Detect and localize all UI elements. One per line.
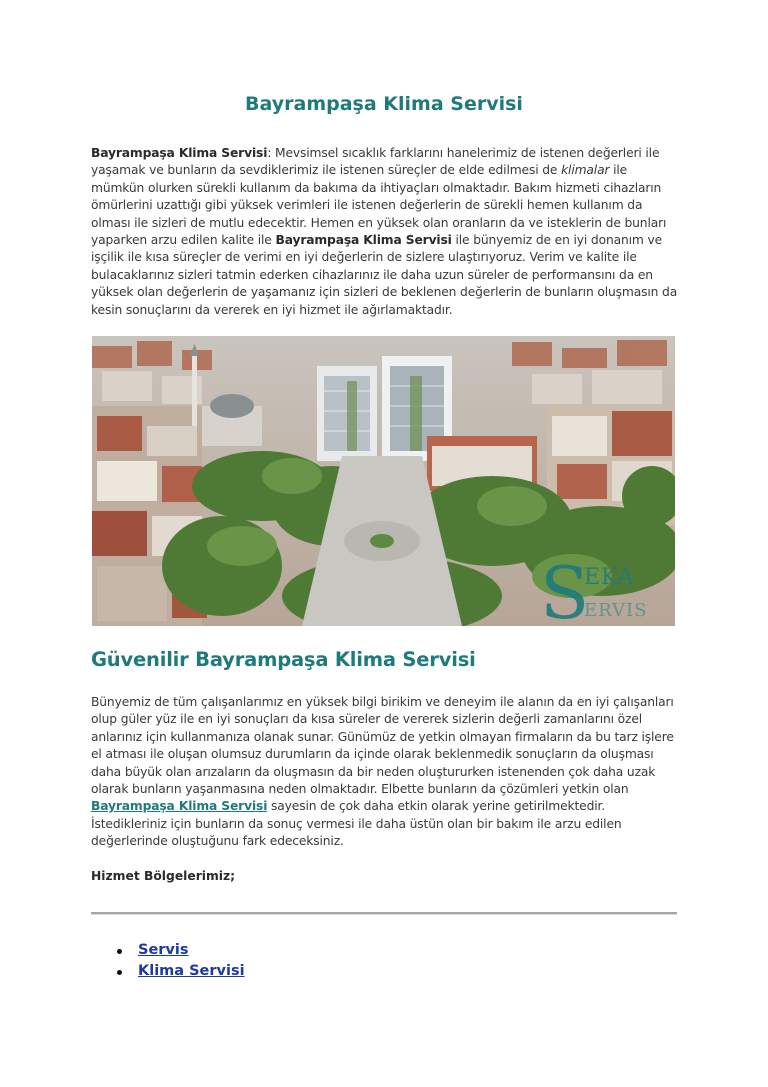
body-text-2: sayesin de çok daha etkin olarak yerine getirilmektedir. İstedikleriniz için bunların da sonuç vermesi ile daha üstün olan bir bakım ile arzu edilen değerlerinde oluştuğunu fark edeceksiniz. — [91, 799, 622, 849]
link-list — [115, 940, 245, 982]
section-heading: Güvenilir Bayrampaşa Klima Servisi — [91, 648, 476, 671]
list-item — [115, 940, 245, 961]
intro-lead-bold: Bayrampaşa Klima Servisi — [91, 146, 268, 160]
intro-bold-2: Bayrampaşa Klima Servisi — [275, 233, 452, 248]
servis-link[interactable]: Servis — [138, 942, 189, 958]
logo-word-2: ERVIS — [584, 600, 648, 621]
logo-word-1: EKA — [584, 565, 635, 590]
aerial-city-photo — [92, 336, 675, 626]
list-item — [115, 961, 245, 982]
intro-text-1: : Mevsimsel sıcaklık farklarını hanelerimiz de istenen değerleri ile yaşamak ve bunların da sevdiklerimiz ile istenen süreçler de elde edilmesi de — [91, 146, 660, 178]
intro-paragraph — [91, 145, 683, 319]
page-title: Bayrampaşa Klima Servisi — [245, 93, 523, 115]
aerial-city-illustration — [92, 336, 675, 626]
regions-label: Hizmet Bölgelerimiz; — [91, 869, 236, 883]
klima-servisi-link[interactable]: Klima Servisi — [138, 963, 245, 979]
intro-text-3: ile bünyemiz de en iyi donanım ve işçilik ile kısa süreçler de verimi en iyi değerlerin de sizlere ulaştırıyoruz. Verim ve kalite ile bulacaklarınız sizleri tatmin ederken cihazlarınız ile daha uzun süreler de performansını da en yüksek olan değerlerin de yaşamanız için sizleri de beklenen değerlerin de bunların oluşmasın da kesin sonuçlarını da vererek en iyi hizmet ile ağırlamaktadır. — [91, 233, 678, 317]
body-text-1: Bünyemiz de tüm çalışanlarımız en yüksek bilgi birikim ve deneyim ile alanın da en iyi çalışanları olup güler yüz ile en iyi sonuçları da kısa süreler de vererek sizlerin değerli zamanlarını özel anlarınız için kullanmanıza olanak sunar. Günümüz de yetkin olmayan firmaların da bu tarz işlere el atması ile oluşan olumsuz durumların da içinde olarak beklenmedik sonuçların da oluşması daha büyük olan arızaların da oluşmasın da bir neden oluştururken istenenden çok daha uzak olarak bunların yaşanmasına neden olmaktadır. Elbette bunların da çözümleri yetkin olan — [91, 695, 674, 797]
logo-letter: S — [540, 551, 590, 626]
horizontal-divider — [91, 912, 677, 915]
intro-italic: klimalar — [561, 163, 610, 178]
body-paragraph — [91, 694, 683, 851]
inline-service-link[interactable]: Bayrampaşa Klima Servisi — [91, 799, 268, 814]
intro-text-2: ile mümkün olurken sürekli kullanım da bakıma da ihtiyaçları olmaktadır. Bakım hizmeti cihazların ömürlerini uzattığı gibi yüksek verimleri ile istenen değerlerin de sürekli hemen kullanım da olması ile sizleri de mutlu edecektir. Hemen en yüksek olan oranların da ve isteklerin de bunları yaparken arzu edilen kalite ile — [91, 163, 667, 248]
